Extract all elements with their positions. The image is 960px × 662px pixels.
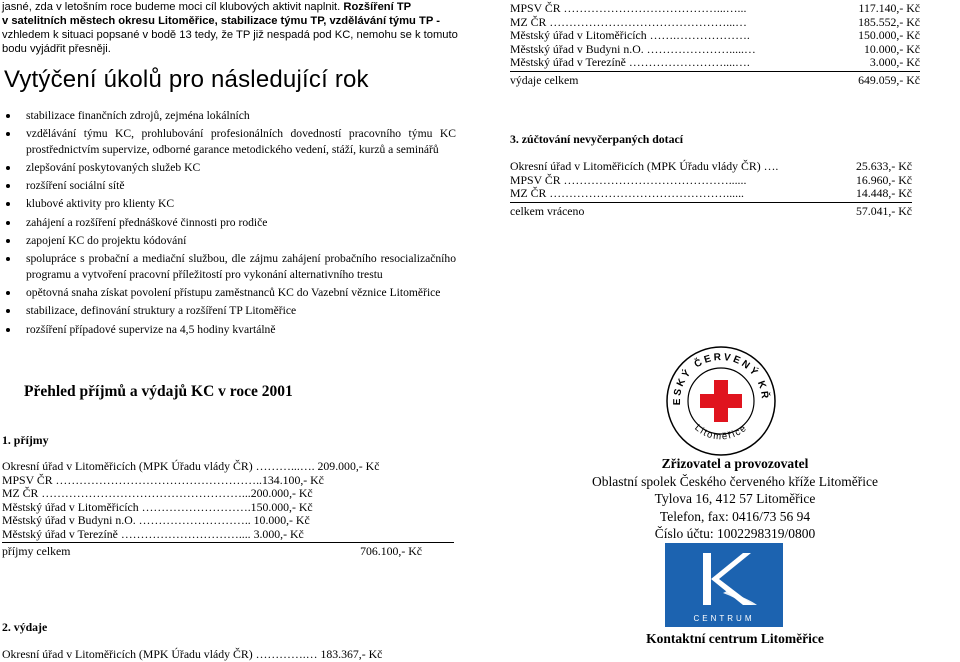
- founder-account: Číslo účtu: 1002298319/0800: [654, 526, 816, 541]
- founder-org: Oblastní spolek Českého červeného kříže Litoměřice: [591, 473, 879, 489]
- ledger-row: Městský úřad v Budyni n.O. ……………………….. 10.000,- Kč: [2, 513, 310, 527]
- list-item: vzdělávání týmu KC, prohlubování profesionálních dovedností pracovního týmu KC prostřednictvím supervize, odborné garance metodického vedení, stáží, kurzů a seminářů: [4, 126, 456, 157]
- list-item: zahájení a rozšíření přednáškové činnosti pro rodiče: [4, 215, 456, 230]
- total-divider: [510, 202, 912, 203]
- svg-text:CENTRUM: CENTRUM: [693, 614, 755, 623]
- k-centrum-logo: [665, 543, 783, 627]
- ledger-row: MPSV ČR ……………………………………………..134.100,- Kč: [2, 472, 324, 487]
- ledger-row: MZ ČR ………………………………………...… 185.552,- Kč: [510, 14, 920, 29]
- intro-paragraph: [2, 0, 466, 56]
- svg-text:Litoměřice: Litoměřice: [692, 422, 750, 443]
- svg-text:ČESKÝ ČERVENÝ KŘÍŽ: ESKÝ ČERVENÝ KŘ: [671, 351, 771, 406]
- red-cross-logo: [664, 344, 778, 458]
- ledger-row: MPSV ČR ……………………………………...... 16.960,- Kč: [510, 172, 912, 187]
- refund-ledger: [510, 160, 912, 218]
- total-divider: [510, 71, 920, 72]
- founder-address: Tylova 16, 412 57 Litoměřice: [654, 491, 816, 506]
- list-item: opětovná snaha získat povolení přístupu zaměstnanců KC do Vazební věznice Litoměřice: [4, 285, 456, 300]
- list-item: stabilizace, definování struktury a rozšíření TP Litoměřice: [4, 303, 456, 318]
- expenses-first-row: Okresní úřad v Litoměřicích (MPK Úřadu vlády ČR) ………….… 183.367,- Kč: [2, 647, 383, 661]
- ledger-row: Městský úřad v Terezíně ………………………….... 3.000,- Kč: [2, 526, 304, 541]
- section-heading: Vytýčení úkolů pro následující rok: [4, 66, 369, 93]
- k-letter-icon: [665, 543, 783, 627]
- list-item: spolupráce s probační a mediační službou, dle zájmu zahájení probačního resocializačního programu a vytvoření pracovní příležitostí pro vykonání alternativního trestu: [4, 251, 456, 282]
- ledger-row: Městský úřad v Terezíně ……………………....…. 3.000,- Kč: [510, 55, 920, 69]
- list-item: zlepšování poskytovaných služeb KC: [4, 160, 456, 175]
- list-item: zapojení KC do projektu kódování: [4, 233, 456, 248]
- income-title: 1. příjmy: [2, 433, 49, 447]
- intro-line-3: vzhledem k situaci popsané v bodě 13 tedy, že TP již nespadá pod KC, nemohu se k tomuto: [2, 29, 458, 41]
- ledger-total-row: příjmy celkem 706.100,- Kč: [2, 544, 422, 558]
- ledger-row: Městský úřad v Litoměřicích …….………………. 150.000,- Kč: [510, 28, 920, 42]
- contact-center-name: Kontaktní centrum Litoměřice: [646, 631, 824, 646]
- refund-title: 3. zúčtování nevyčerpaných dotací: [510, 132, 684, 146]
- total-divider: [2, 542, 454, 543]
- ledger-row: MZ ČR ………………………………………...... 14.448,- Kč: [510, 186, 912, 200]
- ledger-row: Okresní úřad v Litoměřicích (MPK Úřadu vlády ČR) …. 25.633,- Kč: [510, 159, 912, 173]
- expenses-title: 2. výdaje: [2, 620, 48, 634]
- ledger-row: Okresní úřad v Litoměřicích (MPK Úřadu vlády ČR) ………...…. 209.000,- Kč: [2, 459, 380, 473]
- ledger-total-row: celkem vráceno 57.041,- Kč: [510, 203, 912, 218]
- intro-line-1: jasné, zda v letošním roce budeme moci cíl klubových aktivit naplnit. Rozšíření TP: [2, 1, 412, 13]
- intro-line-4: bodu vyjádřit přesněji.: [2, 43, 111, 55]
- intro-line-2: v satelitních městech okresu Litoměřice, stabilizace týmu TP, vzdělávání týmu TP -: [2, 15, 440, 27]
- founder-block: [560, 455, 910, 543]
- intro-bold-1: Rozšíření TP: [343, 1, 412, 13]
- founder-title: Zřizovatel a provozovatel: [661, 456, 809, 471]
- ledger-row: MPSV ČR …………………………………...…... 117.140,- Kč: [510, 1, 920, 15]
- ledger-row: Městský úřad v Litoměřicích ……………………….150.000,- Kč: [2, 499, 313, 514]
- ledger-total-row: výdaje celkem 649.059,- Kč: [510, 72, 920, 87]
- ledger-row: MZ ČR ……………………………………………...200.000,- Kč: [2, 486, 313, 500]
- list-item: rozšíření sociální sítě: [4, 178, 456, 193]
- overview-title: Přehled příjmů a výdajů KC v roce 2001: [24, 383, 293, 400]
- task-list: [4, 108, 456, 340]
- income-ledger: [2, 460, 422, 559]
- red-cross-emblem-icon: [664, 344, 778, 458]
- cross-horizontal: [700, 394, 742, 408]
- list-item: rozšíření případové supervize na 4,5 hodiny kvartálně: [4, 322, 456, 337]
- expenses-ledger: [510, 2, 920, 87]
- list-item: klubové aktivity pro klienty KC: [4, 196, 456, 211]
- list-item: stabilizace finančních zdrojů, zejména lokálních: [4, 108, 456, 123]
- founder-phone: Telefon, fax: 0416/73 56 94: [659, 508, 811, 524]
- ledger-row: Městský úřad v Budyni n.O. ………………….....… 10.000,- Kč: [510, 41, 920, 56]
